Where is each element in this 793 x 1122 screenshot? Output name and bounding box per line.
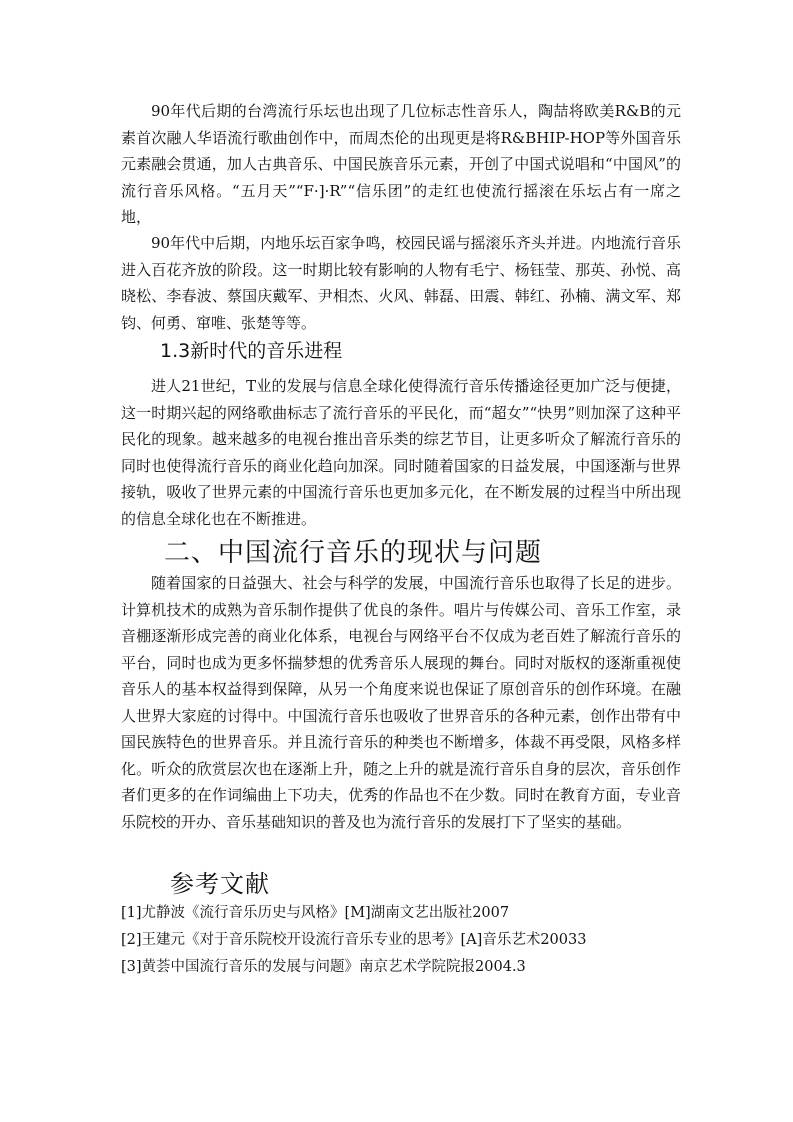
reference-item: [1]尤静波《流行音乐历史与风格》[M]湖南文艺出版社2007 <box>121 905 510 921</box>
section-heading-2: 二、中国流行音乐的现状与问题 <box>164 538 543 568</box>
reference-item: [3]黄荟中国流行音乐的发展与问题》南京艺术学院院报2004.3 <box>121 959 526 975</box>
paragraph-current-status: 随着国家的日益强大、社会与科学的发展，中国流行音乐也取得了长足的进步。计算机技术的成熟为音乐制作提供了优良的条件。唱片与传媒公司、音乐工作室，录音棚逐渐形成完善的商业化体系，电视台与网络平台不仅成为老百姓了解流行音乐的平台，同时也成为更多怀揣梦想的优秀音乐人展现的舞台。同时对版权的逐渐重视使音乐人的基本权益得到保障，从另一个角度来说也保证了原创音乐的创作环境。在融人世界大家庭的讨得中。中国流行音乐也吸收了世界音乐的各种元素，创作出带有中国民族特色的世界音乐。并且流行音乐的种类也不断增多，体裁不再受限，风格多样化。听众的欣赏层次也在逐渐上升，随之上升的就是流行音乐自身的层次，音乐创作者们更多的在作词编曲上下功夫，优秀的作品也不在少数。同时在教育方面，专业音乐院校的开办、音乐基础知识的普及也为流行音乐的发展打下了坚实的基础。 <box>121 574 681 831</box>
section-heading-1-3: 1.3新时代的音乐进程 <box>160 340 343 362</box>
reference-item: [2]王建元《对于音乐院校开设流行音乐专业的思考》[A]音乐艺术20033 <box>121 932 587 948</box>
paragraph-taiwan-90s: 90年代后期的台湾流行乐坛也出现了几位标志性音乐人，陶喆将欧美R&B的元素首次融人华语流行歌曲创作中，而周杰伦的出现更是将R&BHIP-HOP等外国音乐元素融会贯通，加人古典音乐、中国民族音乐元素，开创了中国式说唱和“中国风”的流行音乐风格。“五月天”“F·]·R”“信乐团”的走红也使流行摇滚在乐坛占有一席之地， <box>121 102 681 226</box>
references-heading: 参考文献 <box>170 870 270 898</box>
paragraph-new-era: 进人21世纪，T业的发展与信息全球化使得流行音乐传播途径更加广泛与便捷，这一时期兴起的网络歌曲标志了流行音乐的平民化，而“超女”“快男”则加深了这种平民化的现象。越来越多的电视台推出音乐类的综艺节目，让更多听众了解流行音乐的同时也使得流行音乐的商业化趋向加深。同时随着国家的日益发展，中国逐渐与世界接轨，吸收了世界元素的中国流行音乐也更加多元化，在不断发展的过程当中所出现的信息全球化也在不断推进。 <box>121 377 681 528</box>
paragraph-mainland-90s: 90年代中后期，内地乐坛百家争鸣，校园民谣与摇滚乐齐头并进。内地流行音乐进入百花齐放的阶段。这一时期比较有影响的人物有毛宁、杨钰莹、那英、孙悦、高晓松、李春波、蔡国庆戴军、尹相杰、火风、韩磊、田震、韩红、孙楠、满文军、郑钧、何勇、窜唯、张楚等等。 <box>121 234 681 332</box>
references-list <box>121 900 681 981</box>
